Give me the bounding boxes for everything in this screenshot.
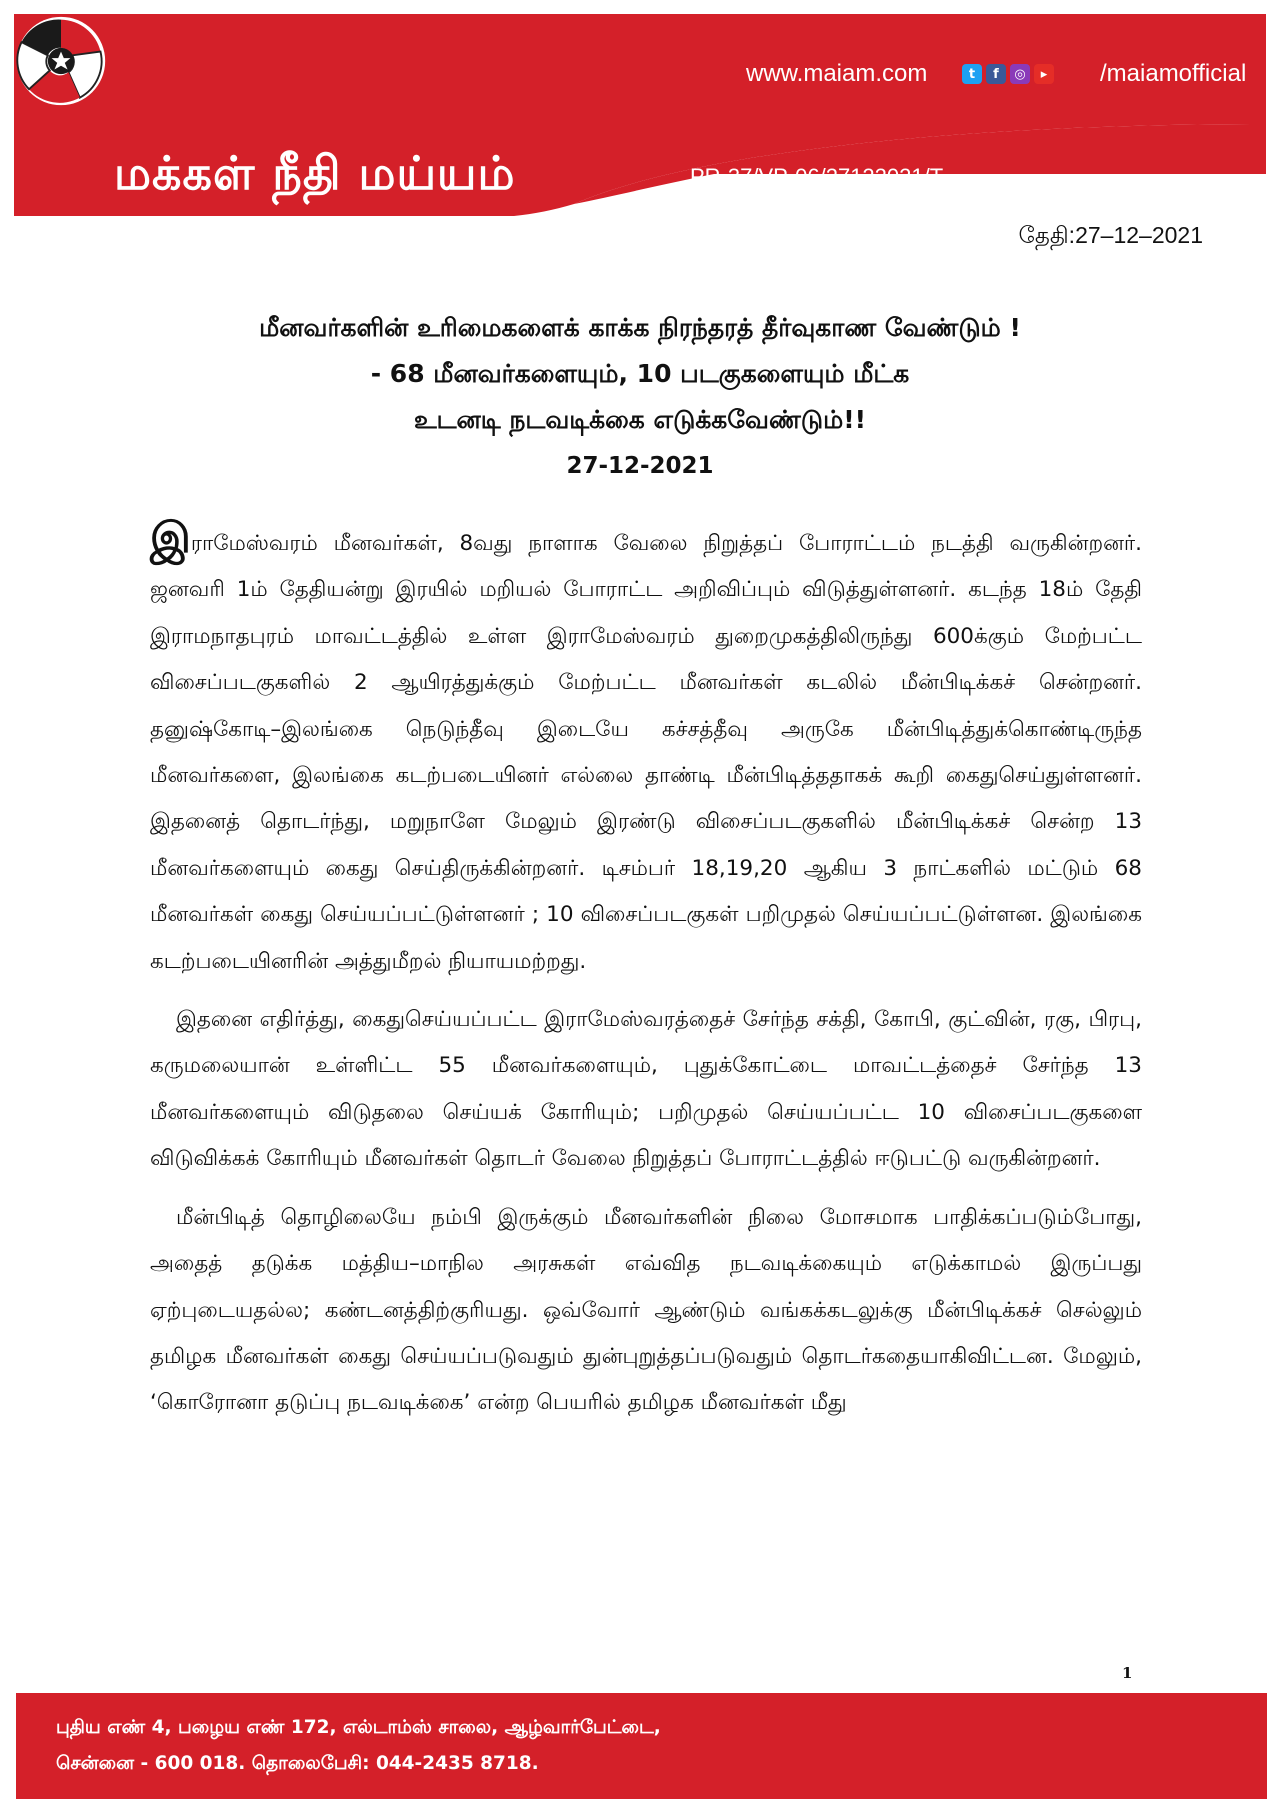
social-handle[interactable]: /maiamofficial (1100, 60, 1247, 87)
party-name: மக்கள் நீதி மய்யம் (114, 146, 516, 200)
letterhead-header (14, 14, 1266, 216)
title-line-3: உடனடி நடவடிக்கை எடுக்கவேண்டும்!! (413, 405, 867, 434)
paragraph-1 (150, 513, 1142, 985)
press-release-title (120, 305, 1160, 489)
paragraph-3: மீன்பிடித் தொழிலையே நம்பி இருக்கும் மீனவர்களின் நிலை மோசமாக பாதிக்கப்படும்போது, அதைத் தடுக்க மத்திய–மாநில அரசுகள் எவ்வித நடவடிக்கையும் எடுக்காமல் இருப்பது ஏற்புடையதல்ல; கண்டனத்திற்குரியது. ஒவ்வோர் ஆண்டும் வங்கக்கடலுக்கு மீன்பிடிக்கச் செல்லும் தமிழக மீனவர்கள் கைது செய்யப்படுவதும் துன்புறுத்தப்படுவதும் தொடர்கதையாகிவிட்டன. மேலும், ‘கொரோனா தடுப்பு நடவடிக்கை’ என்ற பெயரில் தமிழக மீனவர்கள் மீது (150, 1204, 1142, 1416)
facebook-icon[interactable]: f (986, 64, 1006, 84)
instagram-icon[interactable]: ◎ (1010, 64, 1030, 84)
footer-address-line-1: புதிய எண் 4, பழைய எண் 172, எல்டாம்ஸ் சாலை, ஆழ்வார்பேட்டை, (56, 1717, 661, 1738)
page-number: 1 (1122, 1664, 1133, 1682)
reference-number: PR-37/VP-06/27122021/T (690, 164, 944, 189)
paragraph-2: இதனை எதிர்த்து, கைதுசெய்யப்பட்ட இராமேஸ்வரத்தைச் சேர்ந்த சக்தி, கோபி, குட்வின், ரகு, பிரபு, கருமலையான் உள்ளிட்ட 55 மீனவர்களையும், புதுக்கோட்டை மாவட்டத்தைச் சேர்ந்த 13 மீனவர்களையும் விடுதலை செய்யக் கோரியும்; பறிமுதல் செய்யப்பட்ட 10 விசைப்படகுகளை விடுவிக்கக் கோரியும் மீனவர்கள் தொடர் வேலை நிறுத்தப் போராட்டத்தில் ஈடுபட்டு வருகின்றனர். (150, 1007, 1142, 1172)
drop-cap: இ (150, 513, 191, 562)
website-link[interactable]: www.maiam.com (746, 60, 928, 87)
document-date: தேதி:27–12–2021 (1018, 222, 1203, 248)
title-line-2: - 68 மீனவர்களையும், 10 படகுகளையும் மீட்க (370, 359, 910, 388)
press-release-body (150, 513, 1142, 1439)
footer-address-line-2: சென்னை - 600 018. தொலைபேசி: 044-2435 8718. (56, 1753, 539, 1774)
youtube-icon[interactable]: ▸ (1034, 64, 1054, 84)
title-date: 27-12-2021 (566, 453, 714, 479)
title-line-1: மீனவர்களின் உரிமைகளைக் காக்க நிரந்தரத் தீர்வுகாண வேண்டும் ! (259, 313, 1021, 342)
paragraph-1-text: ராமேஸ்வரம் மீனவர்கள், 8வது நாளாக வேலை நிறுத்தப் போராட்டம் நடத்தி வருகின்றனர். ஜனவரி 1ம் தேதியன்று இரயில் மறியல் போராட்ட அறிவிப்பும் விடுத்துள்ளனர். கடந்த 18ம் தேதி இராமநாதபுரம் மாவட்டத்தில் உள்ள இராமேஸ்வரம் துறைமுகத்திலிருந்து 600க்கும் மேற்பட்ட விசைப்படகுகளில் 2 ஆயிரத்துக்கும் மேற்பட்ட மீனவர்கள் கடலில் மீன்பிடிக்கச் சென்றனர். தனுஷ்கோடி–இலங்கை நெடுந்தீவு இடையே கச்சத்தீவு அருகே மீன்பிடித்துக்கொண்டிருந்த மீனவர்களை, இலங்கை கடற்படையினர் எல்லை தாண்டி மீன்பிடித்ததாகக் கூறி கைதுசெய்துள்ளனர். இதனைத் தொடர்ந்து, மறுநாளே மேலும் இரண்டு விசைப்படகுகளில் மீன்பிடிக்கச் சென்ற 13 மீனவர்களையும் கைது செய்திருக்கின்றனர். டிசம்பர் 18,19,20 ஆகிய 3 நாட்களில் மட்டும் 68 மீனவர்கள் கைது செய்யப்பட்டுள்ளனர் ; 10 விசைப்படகுகள் பறிமுதல் செய்யப்பட்டுள்ளன. இலங்கை கடற்படையினரின் அத்துமீறல் நியாயமற்றது. (150, 531, 1142, 974)
twitter-icon[interactable]: t (962, 64, 982, 84)
social-icons (962, 64, 1054, 84)
letterhead-footer (16, 1693, 1267, 1799)
party-logo (14, 14, 108, 108)
